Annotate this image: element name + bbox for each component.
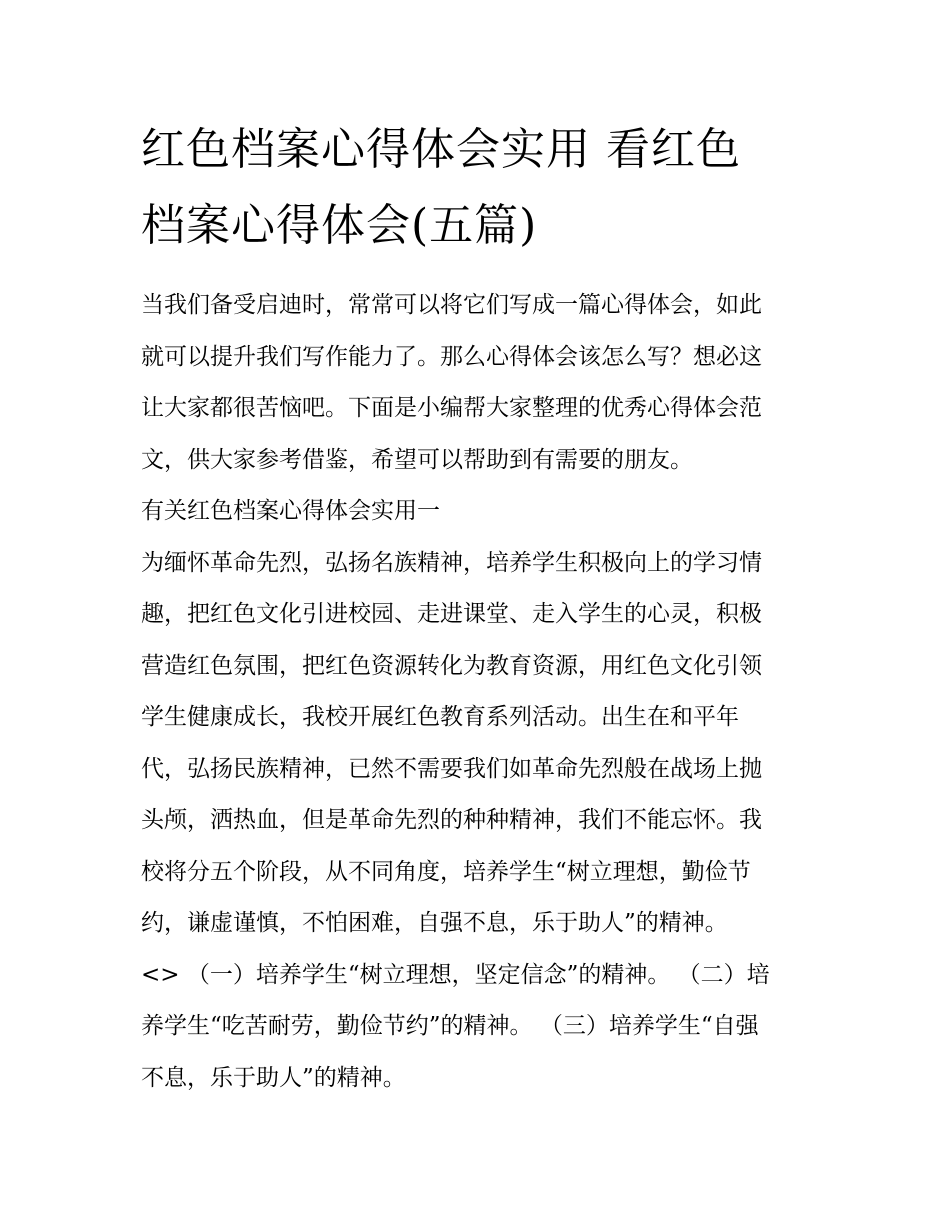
text-line: 就可以提升我们写作能力了。那么心得体会该怎么写？想必这 [141, 343, 762, 370]
document-page [141, 112, 813, 1104]
text-line: 代，弘扬民族精神，已然不需要我们如革命先烈般在战场上抛 [141, 755, 762, 782]
title-line: 档案心得体会(五篇) [141, 200, 538, 251]
text-line: 校将分五个阶段，从不同角度，培养学生“树立理想，勤俭节 [141, 858, 751, 885]
title-line: 红色档案心得体会实用 看红色 [141, 124, 741, 175]
intro-paragraph [141, 280, 813, 486]
text-line: 文，供大家参考借鉴，希望可以帮助到有需要的朋友。 [141, 446, 693, 473]
document-title [141, 112, 813, 264]
text-line: 约，谦虚谨慎，不怕困难，自强不息，乐于助人”的精神。 [141, 910, 728, 936]
text-line: 趣，把红色文化引进校园、走进课堂、走入学生的心灵，积极 [141, 601, 762, 627]
text-line: 为缅怀革命先烈，弘扬名族精神，培养学生积极向上的学习情 [141, 549, 762, 576]
section-paragraph [141, 538, 813, 1105]
text-line: 当我们备受启迪时，常常可以将它们写成一篇心得体会，如此 [141, 292, 762, 318]
text-line: 让大家都很苦恼吧。下面是小编帮大家整理的优秀心得体会范 [141, 395, 762, 421]
section-heading: 有关红色档案心得体会实用一 [141, 498, 440, 524]
text-line: 养学生“吃苦耐劳，勤俭节约”的精神。 （三）培养学生“自强 [141, 1013, 759, 1039]
text-line: 营造红色氛围，把红色资源转化为教育资源，用红色文化引领 [141, 652, 762, 679]
text-line: 不息，乐于助人”的精神。 [141, 1064, 406, 1091]
text-line: 学生健康成长，我校开展红色教育系列活动。出生在和平年 [141, 704, 739, 730]
text-line: 头颅，洒热血，但是革命先烈的种种精神，我们不能忘怀。我 [141, 807, 762, 833]
text-line: <> （一）培养学生“树立理想，坚定信念”的精神。 （二）培 [141, 961, 770, 988]
